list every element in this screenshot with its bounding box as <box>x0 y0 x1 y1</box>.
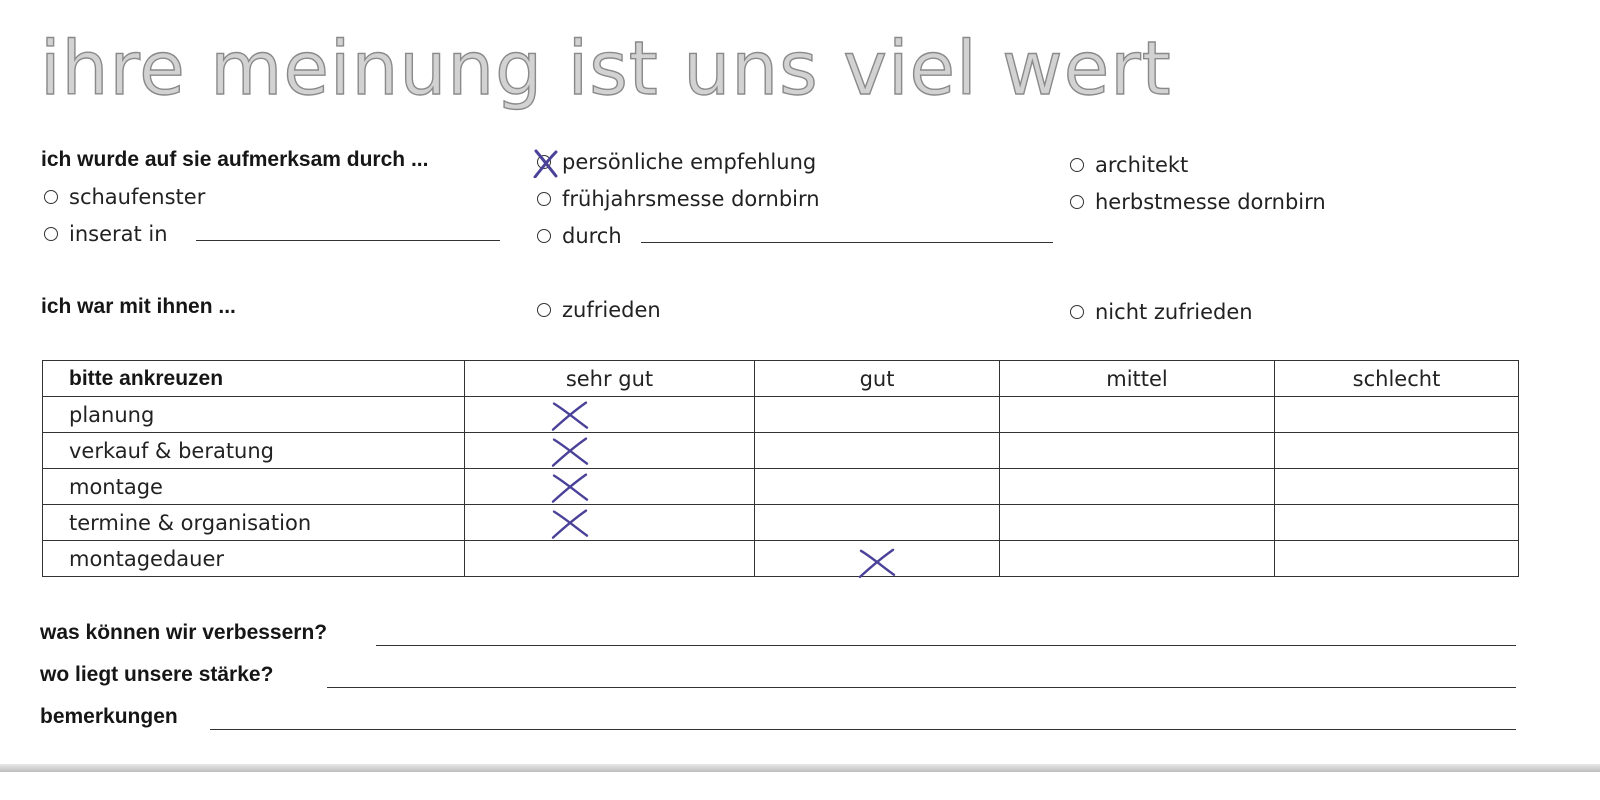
option-label: inserat in <box>69 222 168 246</box>
table-row <box>43 505 1519 541</box>
option-persoenliche-empfehlung[interactable] <box>537 150 816 174</box>
rating-cell-gut[interactable] <box>755 505 1000 541</box>
option-durch[interactable] <box>537 224 622 248</box>
rating-cell-sehr-gut[interactable] <box>465 505 755 541</box>
column-header-schlecht: schlecht <box>1275 361 1519 397</box>
option-label: nicht zufrieden <box>1095 300 1253 324</box>
rating-cell-sehr-gut[interactable] <box>465 541 755 577</box>
option-label: persönliche empfehlung <box>562 150 817 174</box>
rating-cell-gut[interactable] <box>755 541 1000 577</box>
question-staerke: wo liegt unsere stärke? <box>40 663 274 686</box>
rating-cell-mittel[interactable] <box>1000 541 1275 577</box>
option-herbstmesse[interactable] <box>1070 190 1326 214</box>
option-nicht-zufrieden[interactable] <box>1070 300 1253 324</box>
rating-cell-gut[interactable] <box>755 433 1000 469</box>
column-header-mittel: mittel <box>1000 361 1275 397</box>
option-label: durch <box>562 224 622 248</box>
option-label: architekt <box>1095 153 1189 177</box>
checkmark-x-icon <box>532 148 560 178</box>
row-label: verkauf & beratung <box>43 433 465 469</box>
cross-mark-icon <box>857 546 897 578</box>
row-label: termine & organisation <box>43 505 465 541</box>
radio-icon[interactable] <box>537 155 551 169</box>
durch-line[interactable] <box>641 242 1053 243</box>
question-bemerkungen: bemerkungen <box>40 705 178 728</box>
radio-icon[interactable] <box>44 190 58 204</box>
radio-icon[interactable] <box>44 227 58 241</box>
rating-cell-gut[interactable] <box>755 397 1000 433</box>
form-title: ihre meinung ist uns viel wert <box>40 26 1172 112</box>
column-header-sehr-gut: sehr gut <box>465 361 755 397</box>
table-row <box>43 397 1519 433</box>
column-header-ankreuzen: bitte ankreuzen <box>43 361 465 397</box>
rating-cell-schlecht[interactable] <box>1275 505 1519 541</box>
option-label: frühjahrsmesse dornbirn <box>562 187 820 211</box>
cross-mark-icon <box>550 507 590 539</box>
rating-cell-mittel[interactable] <box>1000 469 1275 505</box>
radio-icon[interactable] <box>537 229 551 243</box>
option-label: zufrieden <box>562 298 661 322</box>
table-header-row <box>43 361 1519 397</box>
rating-cell-sehr-gut[interactable] <box>465 397 755 433</box>
rating-table <box>42 360 1519 577</box>
option-label: schaufenster <box>69 185 206 209</box>
option-architekt[interactable] <box>1070 153 1188 177</box>
radio-icon[interactable] <box>1070 305 1084 319</box>
cross-mark-icon <box>550 399 590 431</box>
rating-cell-schlecht[interactable] <box>1275 433 1519 469</box>
table-row <box>43 433 1519 469</box>
rating-cell-schlecht[interactable] <box>1275 397 1519 433</box>
question-verbessern: was können wir verbessern? <box>40 621 328 644</box>
option-schaufenster[interactable] <box>44 185 205 209</box>
option-zufrieden[interactable] <box>537 298 661 322</box>
staerke-line[interactable] <box>327 687 1516 688</box>
radio-icon[interactable] <box>537 192 551 206</box>
row-label: montagedauer <box>43 541 465 577</box>
table-row <box>43 469 1519 505</box>
cross-mark-icon <box>550 435 590 467</box>
option-label: herbstmesse dornbirn <box>1095 190 1326 214</box>
source-question: ich wurde auf sie aufmerksam durch ... <box>41 148 429 171</box>
option-inserat[interactable] <box>44 222 168 246</box>
inserat-line[interactable] <box>196 240 500 241</box>
cross-mark-icon <box>550 471 590 503</box>
rating-cell-mittel[interactable] <box>1000 505 1275 541</box>
rating-cell-mittel[interactable] <box>1000 397 1275 433</box>
radio-icon[interactable] <box>1070 158 1084 172</box>
option-fruehjahrsmesse[interactable] <box>537 187 820 211</box>
rating-cell-gut[interactable] <box>755 469 1000 505</box>
rating-cell-schlecht[interactable] <box>1275 469 1519 505</box>
rating-cell-schlecht[interactable] <box>1275 541 1519 577</box>
table-row <box>43 541 1519 577</box>
rating-cell-sehr-gut[interactable] <box>465 469 755 505</box>
rating-cell-mittel[interactable] <box>1000 433 1275 469</box>
column-header-gut: gut <box>755 361 1000 397</box>
rating-cell-sehr-gut[interactable] <box>465 433 755 469</box>
page-edge-shadow <box>0 764 1600 772</box>
row-label: montage <box>43 469 465 505</box>
radio-icon[interactable] <box>1070 195 1084 209</box>
row-label: planung <box>43 397 465 433</box>
satisfaction-question: ich war mit ihnen ... <box>41 295 236 318</box>
bemerkungen-line[interactable] <box>210 729 1516 730</box>
radio-icon[interactable] <box>537 303 551 317</box>
verbessern-line[interactable] <box>376 645 1516 646</box>
